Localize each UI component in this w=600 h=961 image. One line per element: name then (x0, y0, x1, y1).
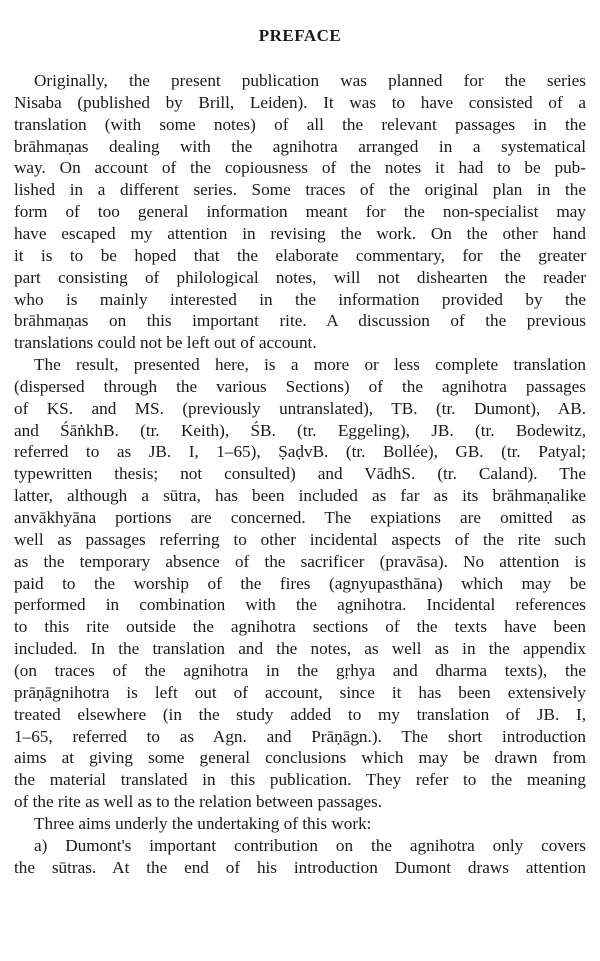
text-line: to this rite outside the agnihotra sections of the texts have been (14, 617, 586, 637)
text-line: The result, presented here, is a more or less complete translation (34, 355, 586, 375)
text-line: included. In the translation and the notes, as well as in the appendix (14, 639, 586, 659)
text-line: of KS. and MS. (previously untranslated), TB. (tr. Dumont), AB. (14, 398, 586, 418)
page-title: PREFACE (258, 26, 342, 45)
text-line: referred to as JB. I, 1–65), ṢaḍvB. (tr. Bollée), GB. (tr. Patyal; (14, 442, 586, 462)
text-line: Three aims underly the undertaking of this work: (34, 813, 372, 833)
text-line: way. On account of the copiousness of the notes it had to be pub- (14, 158, 586, 178)
text-line: (on traces of the agnihotra in the gṛhya and dharma texts), the (14, 660, 586, 680)
text-line: have escaped my attention in revising the work. On the other hand (14, 223, 586, 243)
text-line: well as passages referring to other incidental aspects of the rite such (14, 529, 586, 549)
text-line: it is to be hoped that the elaborate commentary, for the greater (14, 245, 586, 265)
text-line: translations could not be left out of account. (14, 333, 317, 353)
text-line: part consisting of philological notes, will not dishearten the reader (14, 267, 586, 287)
text-line: paid to the worship of the fires (agnyupasthāna) which may be (14, 573, 586, 593)
text-line: brāhmaṇas on this important rite. A discussion of the previous (14, 311, 586, 331)
text-line: latter, although a sūtra, has been included as far as its brāhmaṇalike (14, 486, 586, 506)
text-line: Originally, the present publication was planned for the series (34, 71, 586, 90)
text-line: performed in combination with the agnihotra. Incidental references (14, 595, 586, 615)
text-line: typewritten thesis; not consulted) and VādhS. (tr. Caland). The (14, 464, 586, 484)
text-line: as the temporary absence of the sacrificer (pravāsa). No attention is (14, 551, 586, 571)
text-line: prāṇāgnihotra is left out of account, since it has been extensively (14, 682, 586, 702)
text-line: Nisaba (published by Brill, Leiden). It was to have consisted of a (14, 92, 586, 112)
text-line: the sūtras. At the end of his introduction Dumont draws attention (14, 857, 586, 877)
text-line: a) Dumont's important contribution on the agnihotra only covers (34, 835, 586, 855)
text-line: of the rite as well as to the relation between passages. (14, 792, 382, 812)
text-line: aims at giving some general conclusions which may be drawn from (14, 748, 586, 768)
text-line: anvākhyāna portions are concerned. The expiations are omitted as (14, 508, 586, 527)
text-line: lished in a different series. Some traces of the original plan in the (14, 180, 586, 200)
text-line: and ŚāṅkhB. (tr. Keith), ŚB. (tr. Eggeling), JB. (tr. Bodewitz, (14, 420, 586, 440)
text-line: 1–65, referred to as Agn. and Prāṇāgn.). The short introduction (14, 726, 586, 746)
text-line: (dispersed through the various Sections) of the agnihotra passages (14, 376, 586, 396)
text-line: the material translated in this publication. They refer to the meaning (14, 770, 586, 790)
text-line: brāhmaṇas dealing with the agnihotra arranged in a systematical (14, 136, 586, 156)
text-line: form of too general information meant for the non-specialist may (14, 202, 586, 222)
text-line: translation (with some notes) of all the relevant passages in the (14, 114, 586, 134)
text-line: treated elsewhere (in the study added to my translation of JB. I, (14, 704, 586, 724)
text-line: who is mainly interested in the information provided by the (14, 289, 586, 309)
